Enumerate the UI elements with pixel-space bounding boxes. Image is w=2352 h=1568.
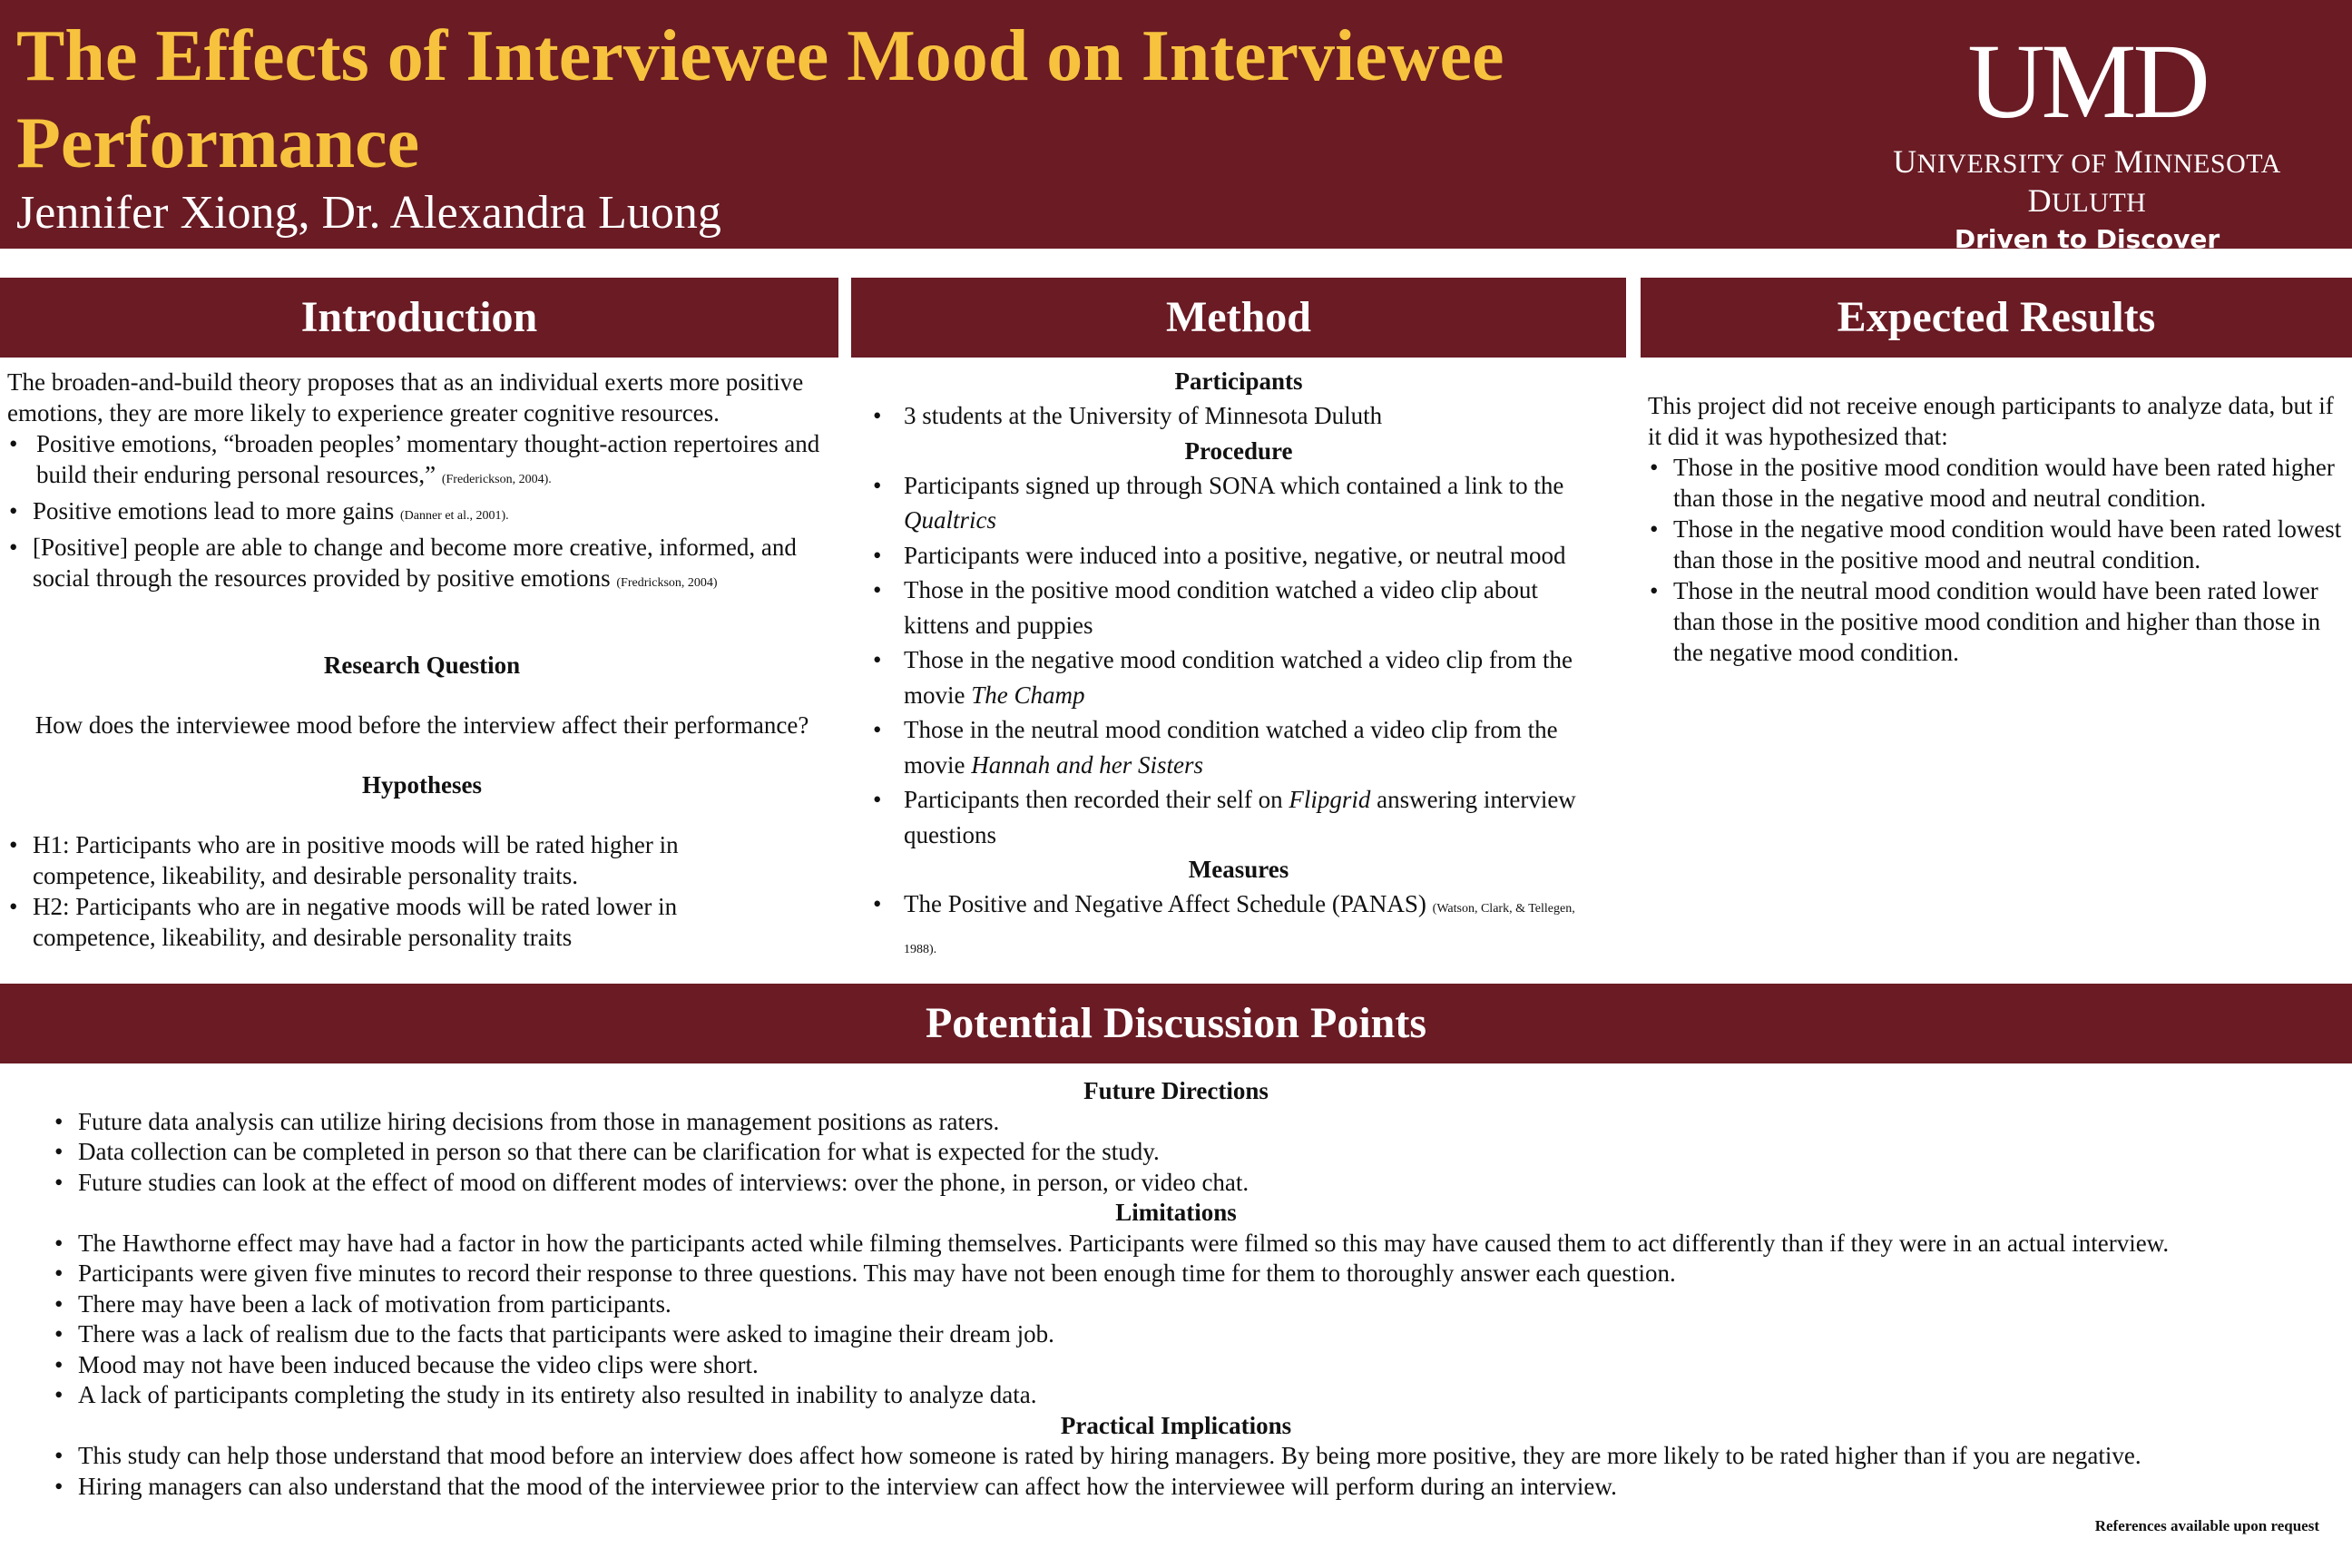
list-item: • [Positive] people are able to change and become more creative, informed, and social through the resources provided by positive emotions (Fredrickson, 2004) xyxy=(7,532,837,599)
list-item: • Hiring managers can also understand that the mood of the interviewee prior to the interview can affect how the interviewee will perform during an interview. xyxy=(0,1472,2352,1503)
umd-logo xyxy=(1851,22,2323,254)
method-section xyxy=(851,364,1626,967)
method-heading: Method xyxy=(851,278,1626,358)
practical-implications-list xyxy=(0,1441,2352,1502)
title-banner xyxy=(0,0,2352,254)
list-item: • A lack of participants completing the study in its entirety also resulted in inability to analyze data. xyxy=(0,1380,2352,1411)
list-item: • Those in the neutral mood condition watched a video clip from the movie Hannah and her Sisters xyxy=(851,712,1608,782)
participants-list xyxy=(851,398,1626,434)
list-item: • This study can help those understand that mood before an interview does affect how someone is rated by hiring managers. By being more positive, they are more likely to be rated higher than if you are negative. xyxy=(0,1441,2352,1472)
list-item: • Participants were induced into a positive, negative, or neutral mood xyxy=(851,538,1608,573)
results-list xyxy=(1648,452,2347,668)
list-item: • Those in the negative mood condition watched a video clip from the movie The Champ xyxy=(851,642,1608,712)
discussion-section xyxy=(0,1076,2352,1502)
research-question-heading: Research Question xyxy=(323,652,521,679)
future-directions-list xyxy=(0,1107,2352,1199)
future-directions-heading: Future Directions xyxy=(1083,1077,1269,1104)
list-item: • Positive emotions, “broaden peoples’ momentary thought-action repertoires and build their enduring personal resources,” (Frederickson, 2004). xyxy=(7,428,837,495)
list-item: • There may have been a lack of motivation from participants. xyxy=(0,1289,2352,1320)
list-item: • Those in the positive mood condition watched a video clip about kittens and puppies xyxy=(851,573,1608,642)
logo-mark: UMD xyxy=(1967,22,2207,141)
list-item: • Future data analysis can utilize hiring decisions from those in management positions as raters. xyxy=(0,1107,2352,1138)
introduction-section xyxy=(7,367,837,953)
practical-implications-heading: Practical Implications xyxy=(1060,1411,1292,1439)
poster-title: The Effects of Interviewee Mood on Interviewee Performance xyxy=(16,16,1504,183)
list-item: • H2: Participants who are in negative moods will be rated lower in competence, likeability, and desirable personality traits xyxy=(7,891,728,953)
list-item: • Future studies can look at the effect of mood on different modes of interviews: over the phone, in person, or video chat. xyxy=(0,1168,2352,1199)
list-item: • There was a lack of realism due to the facts that participants were asked to imagine their dream job. xyxy=(0,1319,2352,1350)
list-item: • Data collection can be completed in person so that there can be clarification for what is expected for the study. xyxy=(0,1137,2352,1168)
hypotheses-list xyxy=(7,829,837,953)
intro-paragraph: The broaden-and-build theory proposes that as an individual exerts more positive emotions, they are more likely to experience greater cognitive resources. xyxy=(7,368,804,426)
list-item: • H1: Participants who are in positive moods will be rated higher in competence, likeability, and desirable personality traits. xyxy=(7,829,728,891)
intro-bullet-list xyxy=(7,428,837,599)
list-item: • Participants were given five minutes to record their response to three questions. This may have not been enough time for them to thoroughly answer each question. xyxy=(0,1259,2352,1289)
limitations-heading: Limitations xyxy=(1115,1199,1237,1226)
limitations-list xyxy=(0,1229,2352,1411)
list-item: • The Hawthorne effect may have had a factor in how the participants acted while filming themselves. Participants were filmed so this may have caused them to act differently than if they were in an actual interview. xyxy=(0,1229,2352,1259)
list-item: • The Positive and Negative Affect Schedule (PANAS) (Watson, Clark, & Tellegen, 1988). xyxy=(851,887,1608,967)
poster-authors: Jennifer Xiong, Dr. Alexandra Luong xyxy=(16,187,721,239)
procedure-list xyxy=(851,468,1626,853)
discussion-heading: Potential Discussion Points xyxy=(0,984,2352,1063)
measures-list xyxy=(851,887,1626,967)
expected-results-section xyxy=(1648,390,2347,668)
list-item: • Those in the positive mood condition would have been rated higher than those in the negative mood and neutral condition. xyxy=(1648,452,2347,514)
list-item: • Mood may not have been induced because the video clips were short. xyxy=(0,1350,2352,1381)
list-item: • 3 students at the University of Minnesota Duluth xyxy=(851,398,1626,434)
list-item: • Those in the neutral mood condition would have been rated lower than those in the positive mood condition and higher than those in the negative mood condition. xyxy=(1648,575,2347,668)
participants-heading: Participants xyxy=(1174,368,1303,395)
expected-results-heading: Expected Results xyxy=(1641,278,2352,358)
references-note: References available upon request xyxy=(2094,1517,2319,1534)
results-intro: This project did not receive enough participants to analyze data, but if it did it was hypothesized that: xyxy=(1648,392,2334,450)
research-question-text: How does the interviewee mood before the interview affect their performance? xyxy=(34,711,809,739)
measures-heading: Measures xyxy=(1188,856,1289,883)
logo-tagline: Driven to Discover xyxy=(1954,224,2220,254)
introduction-heading: Introduction xyxy=(0,278,838,358)
procedure-heading: Procedure xyxy=(1184,436,1293,465)
list-item: • Those in the negative mood condition would have been rated lowest than those in the positive mood and neutral condition. xyxy=(1648,514,2347,575)
list-item: • Positive emotions lead to more gains (Danner et al., 2001). xyxy=(7,495,837,532)
hypotheses-heading: Hypotheses xyxy=(361,771,482,799)
list-item: • Participants signed up through SONA which contained a link to the Qualtrics xyxy=(851,468,1608,538)
logo-university-name: UNIVERSITY OF MINNESOTA DULUTH xyxy=(1893,143,2281,219)
list-item: • Participants then recorded their self on Flipgrid answering interview questions xyxy=(851,782,1608,852)
